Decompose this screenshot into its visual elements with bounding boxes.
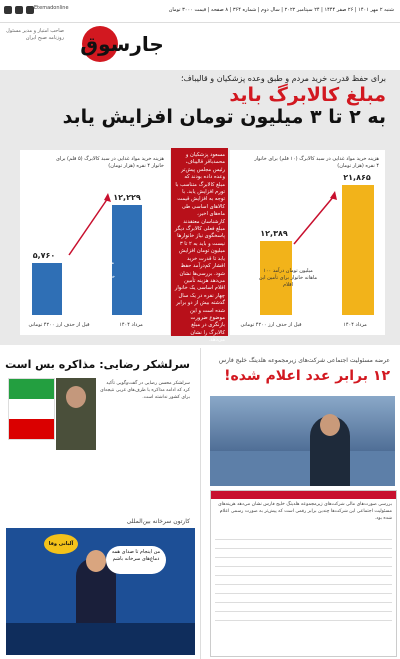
- cartoon-caption: کارتون سرخانه بین‌المللی: [126, 518, 190, 525]
- x-tick-2: مرداد ۱۴۰۴: [119, 322, 143, 328]
- instagram-icon[interactable]: [15, 6, 23, 14]
- x-tick-1: قبل از حذف ارز ۴۲۰۰ تومانی: [240, 322, 302, 328]
- svg-text:جارسوق: جارسوق: [80, 32, 164, 56]
- owner-info: صاحب امتیاز و مدیر مسئول روزنامه صبح ایران: [6, 28, 64, 41]
- chart-panel-left: [20, 150, 170, 335]
- right-story-photo: [210, 396, 395, 486]
- table-rows: [215, 531, 392, 621]
- right-story-title: ۱۲ برابر عدد اعلام شده!: [224, 368, 390, 384]
- chart-note: ۱۰۰ میلیون تومان درآمد ماهانه خانوار برای تأمین این اقلام: [258, 268, 318, 288]
- center-column: مسعود پزشکیان و محمدباقر قالیباف، رئیس مجلس پیش‌تر وعده داده بودند که مبلغ کالابرگ متناسب با تورم افزایش یابد. با توجه به افزایش قیمت کالاهای اساسی طی ماه‌های اخیر، کارشناسان معتقدند مبلغ فعلی کالابرگ دیگر پاسخگوی نیاز خانوارها نیست و باید به ۲ تا ۳ میلیون تومان افزایش یابد تا قدرت خرید اقشار کم‌درآمد حفظ شود. بررسی‌ها نشان می‌دهد هزینه تأمین اقلام اساسی یک خانوار چهار نفره در یک سال گذشته بیش از دو برابر شده است و این موضوع ضرورت بازنگری در مبلغ کالابرگ را نشان می‌دهد.: [171, 148, 228, 336]
- right-story-kicker: عرضه مسئولیت اجتماعی شرکت‌های زیرمجموعه هلدینگ خلیج فارس: [218, 357, 390, 364]
- social-icons: [4, 6, 34, 14]
- site-name: Etemadonline: [34, 5, 69, 11]
- value-label-2: ۲۱,۸۶۵: [343, 173, 371, 182]
- headline-red: مبلغ کالابرگ باید: [229, 84, 386, 106]
- bar-after: [342, 185, 374, 315]
- top-bar: [0, 0, 400, 23]
- bar-after: [112, 205, 142, 315]
- twitter-icon[interactable]: [26, 6, 34, 14]
- portrait-photo: [56, 378, 96, 450]
- column-divider: [200, 348, 201, 659]
- front-kicker: برای حفظ قدرت خرید مردم و طبق وعده پزشکیان و قالیباف؛: [180, 74, 386, 83]
- chart-caption: هزینه خرید مواد غذایی در سبد کالابرگ (۵ قلم) برای خانوار ۴ نفره (هزار تومان): [56, 156, 164, 169]
- cartoon: [6, 528, 195, 655]
- trend-arrow: [64, 190, 114, 260]
- bar-before: [32, 263, 62, 315]
- trend-arrow: [290, 188, 340, 248]
- issue-line: شنبه ۲ مهر ۱۴۰۱ | ۲۶ صفر ۱۴۴۴ | ۲۴ سپتامبر ۲۰۲۲ | سال دوم | شماره ۳۶۴ | ۸ صفحه | قیمت ۳۰۰۰ تومان: [168, 7, 394, 13]
- table-header: [211, 491, 396, 499]
- chart-note: ۶۰ میلیون تومان درآمد ماهانه خانوار برای تأمین این اقلام: [79, 260, 115, 287]
- newspaper-logo: [60, 24, 168, 64]
- chart-panel-right: [230, 150, 385, 335]
- left-story-body: سرلشکر محسن رضایی در گفت‌وگویی تأکید کرد که ادامه مذاکره با طرف‌های غربی نتیجه‌ای برای کشور نداشته است.: [100, 381, 190, 400]
- flag-image: [8, 378, 55, 440]
- left-story-title: سرلشکر رضایی: مذاکره بس است: [5, 358, 190, 371]
- value-label-1: ۱۲,۳۸۹: [260, 229, 288, 238]
- headline-black: به ۲ تا ۳ میلیون تومان افزایش یابد: [62, 106, 386, 128]
- right-story-body: بررسی صورت‌های مالی شرکت‌های زیرمجموعه هلدینگ خلیج فارس نشان می‌دهد هزینه‌های مسئولیت اجتماعی این شرکت‌ها چندین برابر رقمی است که پیش‌تر به صورت رسمی اعلام شده بود.: [218, 502, 392, 521]
- chart-caption: هزینه خرید مواد غذایی در سبد کالابرگ (۱۰ قلم) برای خانوار ۴ نفره (هزار تومان): [254, 156, 379, 169]
- x-tick-1: قبل از حذف ارز ۴۲۰۰ تومانی: [28, 322, 90, 328]
- x-tick-2: مرداد ۱۴۰۴: [343, 322, 367, 328]
- value-label-1: ۵,۷۶۰: [32, 251, 56, 260]
- data-table: [210, 490, 397, 657]
- cartoon-badge: آلبانی وفا: [44, 534, 78, 554]
- telegram-icon[interactable]: [4, 6, 12, 14]
- value-label-2: ۱۲,۲۲۹: [113, 193, 141, 202]
- masthead: [0, 22, 400, 70]
- speech-bubble: من اینجام تا صدای همه دماغ‌های سرخانه باشم: [106, 546, 166, 574]
